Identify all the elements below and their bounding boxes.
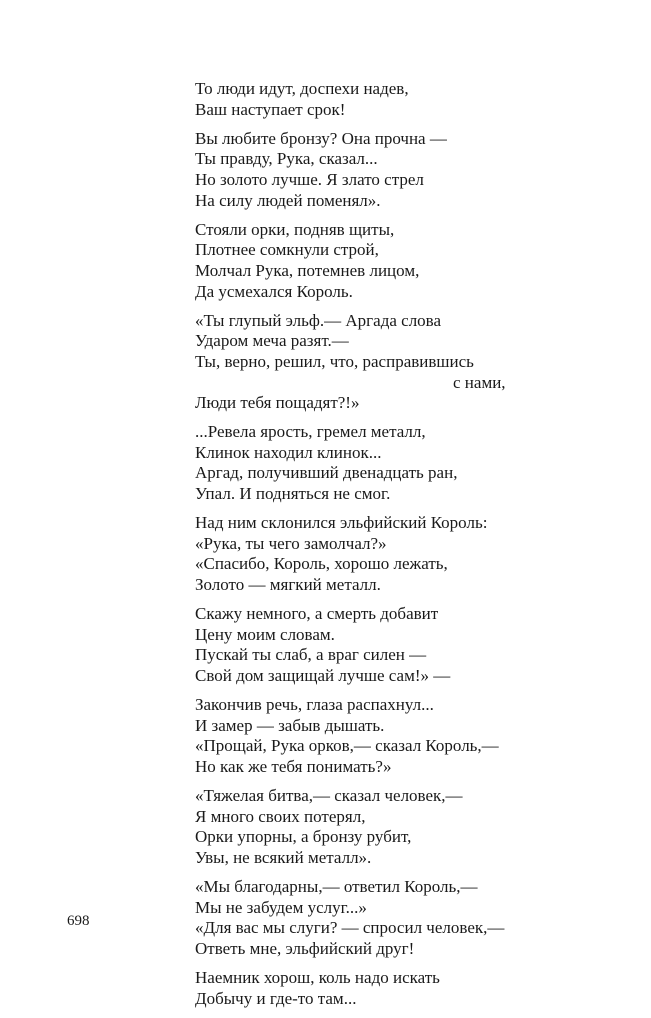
poem-line: Цену моим словам. bbox=[195, 624, 335, 644]
poem-line: Мы не забудем услуг...» bbox=[195, 897, 367, 917]
stanza bbox=[195, 513, 535, 595]
poem-line: Плотнее сомкнули строй, bbox=[195, 240, 379, 260]
poem-line: Ты правду, Рука, сказал... bbox=[195, 149, 378, 169]
poem-line: «Для вас мы слуги? — спросил человек,— bbox=[195, 918, 505, 938]
stanza bbox=[195, 220, 535, 302]
poem-line: Наемник хорош, коль надо искать bbox=[195, 968, 440, 988]
poem-line: Свой дом защищай лучше сам!» — bbox=[195, 666, 451, 685]
poem-line: Золото — мягкий металл. bbox=[195, 575, 381, 595]
poem-line: Молчал Рука, потемнев лицом, bbox=[195, 260, 420, 280]
poem-line-continuation: с нами, bbox=[453, 372, 506, 392]
stanza bbox=[195, 129, 535, 211]
poem-line: Я много своих потерял, bbox=[195, 806, 366, 826]
poem-line: То люди идут, доспехи надев, bbox=[195, 79, 409, 98]
poem-line: На силу людей поменял». bbox=[195, 190, 381, 210]
poem-line: «Ты глупый эльф.— Аргада слова bbox=[195, 310, 442, 330]
poem-line: Да усмехался Король. bbox=[195, 281, 353, 301]
poem-line: Ответь мне, эльфийский друг! bbox=[195, 938, 415, 958]
poem-line: «Прощай, Рука орков,— сказал Король,— bbox=[195, 736, 499, 756]
poem-line: Скажу немного, а смерть добавит bbox=[195, 604, 439, 624]
poem-line: Упал. И подняться не смог. bbox=[195, 484, 391, 504]
stanza bbox=[195, 877, 535, 959]
poem-line: Аргад, получивший двенадцать ран, bbox=[195, 463, 458, 483]
poem-line: «Тяжелая битва,— сказал человек,— bbox=[195, 786, 463, 806]
poem-line: «Мы благодарны,— ответил Король,— bbox=[195, 877, 478, 897]
stanza bbox=[195, 968, 535, 1009]
stanza bbox=[195, 311, 535, 414]
poem-line: И замер — забыв дышать. bbox=[195, 715, 385, 735]
poem-line: ...Ревела ярость, гремел металл, bbox=[195, 422, 426, 442]
poem-line: Увы, не всякий металл». bbox=[195, 847, 372, 867]
poem-line: Орки упорны, а бронзу рубит, bbox=[195, 827, 412, 847]
poem-line: Люди тебя пощадят?!» bbox=[195, 393, 360, 413]
poem-line: Добычу и где-то там... bbox=[195, 988, 357, 1008]
poem-line: Стояли орки, подняв щиты, bbox=[195, 219, 395, 239]
stanza bbox=[195, 786, 535, 868]
poem-line: Закончив речь, глаза распахнул... bbox=[195, 695, 434, 715]
poem-line: Но золото лучше. Я злато стрел bbox=[195, 169, 424, 189]
poem-line: Ударом меча разят.— bbox=[195, 331, 349, 351]
stanza bbox=[195, 604, 535, 686]
stanza bbox=[195, 695, 535, 777]
poem-text bbox=[195, 79, 535, 1018]
poem-line: Клинок находил клинок... bbox=[195, 442, 382, 462]
stanza bbox=[195, 79, 535, 120]
poem-line: Ты, верно, решил, что, расправившись bbox=[195, 351, 474, 371]
poem-line: Над ним склонился эльфийский Король: bbox=[195, 513, 488, 533]
poem-line: «Спасибо, Король, хорошо лежать, bbox=[195, 554, 448, 574]
stanza bbox=[195, 422, 535, 504]
poem-line: Вы любите бронзу? Она прочна — bbox=[195, 128, 447, 148]
poem-line: «Рука, ты чего замолчал?» bbox=[195, 533, 387, 553]
page-number: 698 bbox=[67, 913, 90, 929]
poem-line: Пускай ты слаб, а враг силен — bbox=[195, 645, 427, 665]
poem-line: Но как же тебя понимать?» bbox=[195, 756, 392, 776]
poem-line: Ваш наступает срок! bbox=[195, 99, 346, 119]
